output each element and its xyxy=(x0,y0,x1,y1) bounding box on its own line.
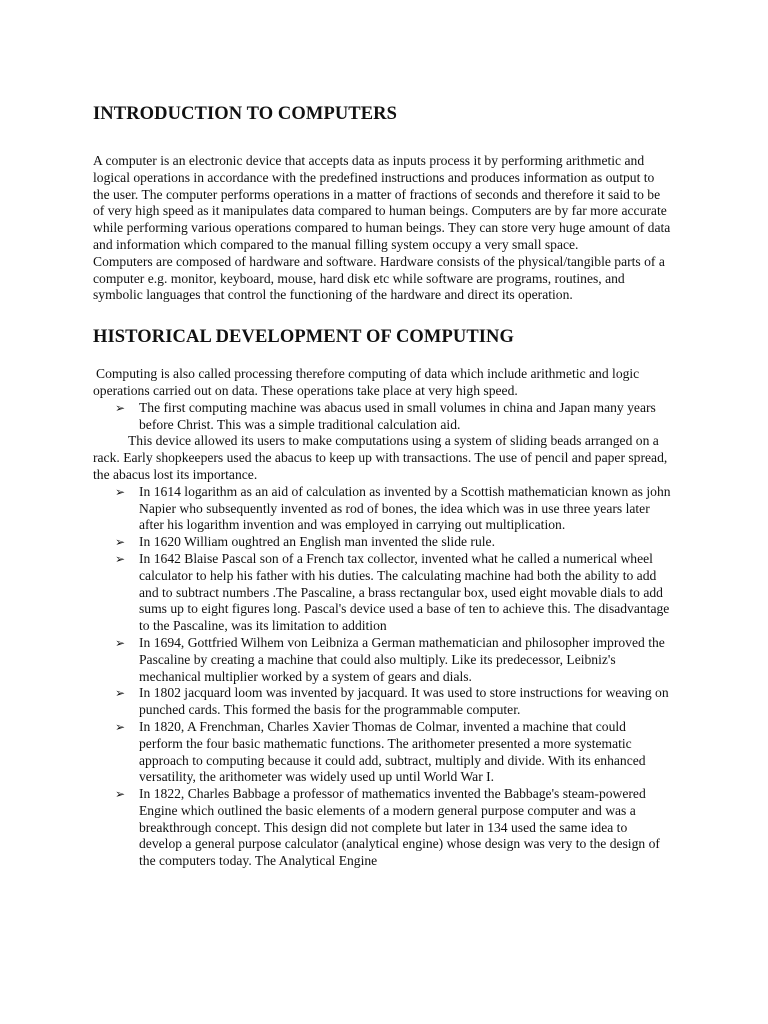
list-item xyxy=(93,534,673,551)
list-item-text: In 1822, Charles Babbage a professor of mathematics invented the Babbage's steam-powered Engine which outlined the basic elements of a modern general purpose computer and was a breakthrough concept. This design did not complete but later in 134 used the same idea to develop a general purpose calculator (analytical engine) whose design was very to the design of the computers today. The Analytical Engine xyxy=(139,786,660,869)
arrow-bullet-icon: ➢ xyxy=(115,635,126,650)
arrow-bullet-icon: ➢ xyxy=(115,535,126,550)
section-title-introduction: INTRODUCTION TO COMPUTERS xyxy=(93,104,398,124)
document-page xyxy=(93,103,673,870)
list-item-text: In 1802 jacquard loom was invented by jacquard. It was used to store instructions for weaving on punched cards. This formed the basis for the programmable computer. xyxy=(139,685,669,718)
list-item-text: In 1820, A Frenchman, Charles Xavier Thomas de Colmar, invented a machine that could perform the four basic mathematic functions. The arithometer presented a more systematic approach to computing because it could add, subtract, multiply and divide. With its enhanced versatility, the arithometer was widely used up until World War I. xyxy=(139,718,646,785)
list-item xyxy=(93,400,673,434)
abacus-paragraph: This device allowed its users to make computations using a system of sliding beads arranged on a rack. Early shopkeepers used the abacus to keep up with transactions. The use of pencil and paper spread, the abacus lost its importance. xyxy=(93,433,668,482)
arrow-bullet-icon: ➢ xyxy=(115,400,126,415)
arrow-bullet-icon: ➢ xyxy=(115,787,126,802)
list-item xyxy=(93,484,673,534)
list-item-text: In 1694, Gottfried Wilhem von Leibniza a German mathematician and philosopher improved the Pascaline by creating a machine that could also multiply. Like its predecessor, Leibniz's mechanical multiplier worked by a system of gears and dials. xyxy=(139,634,665,684)
list-item xyxy=(93,635,673,685)
section-title-historical: HISTORICAL DEVELOPMENT OF COMPUTING xyxy=(93,327,515,348)
intro-paragraph-1: A computer is an electronic device that accepts data as inputs process it by performing arithmetic and logical operations in accordance with the predefined instructions and produces information as output to the user. The computer performs operations in a matter of fractions of seconds and therefore it said to be of very high speed as it manipulates data compared to human beings. Computers are by far more accurate while performing various operations compared to human beings. They can store very huge amount of data and information which compared to the manual filling system occupy a very small space. xyxy=(93,153,671,252)
list-item-text: In 1620 William oughtred an English man invented the slide rule. xyxy=(139,534,495,550)
arrow-bullet-icon: ➢ xyxy=(115,686,126,701)
bullet-list-abacus xyxy=(93,400,673,434)
list-item xyxy=(93,685,673,719)
bullet-list-history xyxy=(93,484,673,870)
arrow-bullet-icon: ➢ xyxy=(115,551,126,566)
list-item xyxy=(93,551,673,635)
list-item xyxy=(93,719,673,786)
list-item-text: In 1614 logarithm as an aid of calculation as invented by a Scottish mathematician known as john Napier who subsequently invented as rod of bones, the idea which was in use three years later after his logarithm invention and was employed in carrying out multiplication. xyxy=(139,483,671,533)
historical-intro-paragraph: Computing is also called processing therefore computing of data which include arithmetic and logic operations carried out on data. These operations take place at very high speed. xyxy=(93,366,640,398)
list-item xyxy=(93,786,673,870)
arrow-bullet-icon: ➢ xyxy=(115,719,126,734)
intro-paragraph-2: Computers are composed of hardware and software. Hardware consists of the physical/tangible parts of a computer e.g. monitor, keyboard, mouse, hard disk etc while software are programs, routines, and symbolic languages that control the functioning of the hardware and direct its operation. xyxy=(93,253,665,303)
list-item-text: In 1642 Blaise Pascal son of a French tax collector, invented what he called a numerical wheel calculator to help his father with his duties. The calculating machine had both the ability to add and to subtract numbers .The Pascaline, a brass rectangular box, used eight movable dials to add sums up to eight figures long. Pascal's device used a base of ten to achieve this. The disadvantage to the Pascaline, was its limitation to addition xyxy=(139,550,670,634)
list-item-text: The first computing machine was abacus used in small volumes in china and Japan many years before Christ. This was a simple traditional calculation aid. xyxy=(139,399,656,432)
arrow-bullet-icon: ➢ xyxy=(115,484,126,499)
